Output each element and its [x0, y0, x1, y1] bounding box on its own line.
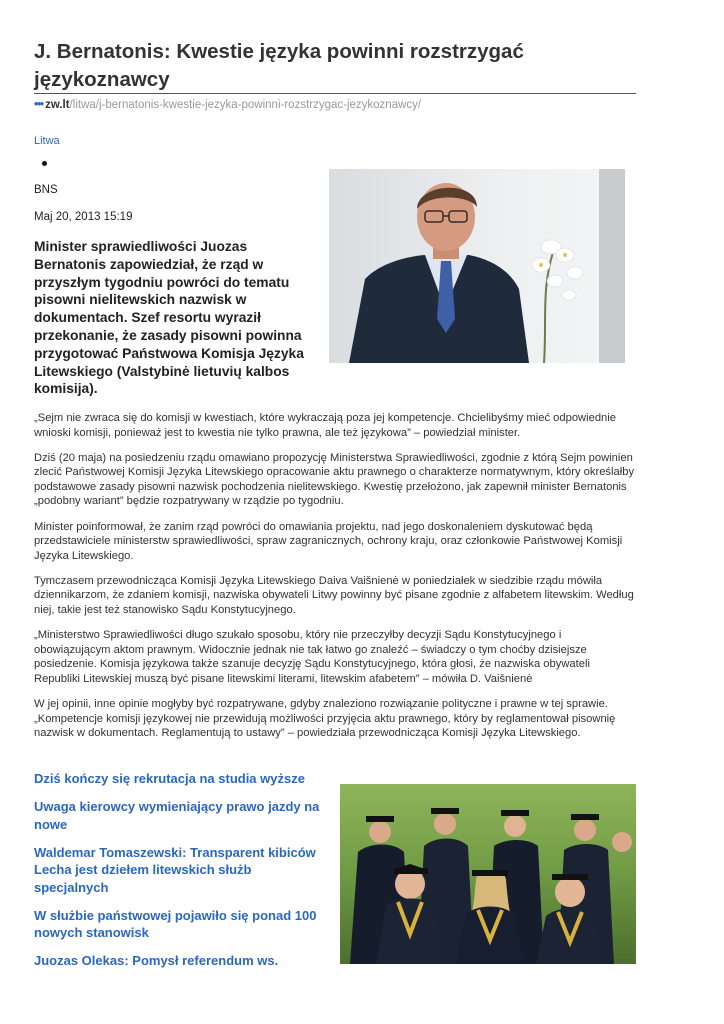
related-link[interactable]: Juozas Olekas: Pomysł referendum ws.: [34, 953, 279, 968]
article-paragraph: Minister poinformował, że zanim rząd powróci do omawiania projektu, nad jego doskonaleniem dyskutować będą przedstawiciele ministerstw sprawiedliwości, spraw zagranicznych, ochrony kraju, oraz członkowie Państwowej Komisji Języka Litewskiego.: [34, 520, 623, 562]
related-articles: [34, 770, 324, 980]
article-paragraph: W jej opinii, inne opinie mogłyby być rozpatrywane, gdyby znaleziono rozwiązanie polityczne i prawne w tej sprawie. „Kompetencje komisji językowej nie przewidują możliwości przyjęcia aktu prawnego, który by reglamentował pisownię nazwisk w dokumentach. Reglamentują to ustawy” – powiedziała przewodnicząca Komisji Języka Litewskiego.: [34, 698, 616, 740]
article-lead: Minister sprawiedliwości Juozas Bernatonis zapowiedział, że rząd w przyszłym tygodniu powróci do tematu pisowni nielitewskich nazwisk w dokumentach. Szef resortu wyraził przekonanie, że zasady pisowni powinna przygotować Państwowa Komisja Języka Litewskiego (Valstybinė lietuvių kalbos komisija).: [34, 239, 304, 397]
related-link[interactable]: W służbie państwowej pojawiło się ponad 100 nowych stanowisk: [34, 907, 317, 940]
category-link[interactable]: Litwa: [34, 135, 60, 147]
minister-photo: [329, 169, 625, 363]
related-link[interactable]: Dziś kończy się rekrutacja na studia wyższe: [34, 771, 305, 786]
dots-icon: •••: [34, 99, 44, 111]
article-paragraph: „Sejm nie zwraca się do komisji w kwestiach, które wykraczają poza jej kompetencje. Chcielibyśmy mieć odpowiednie wnioski komisji, ponieważ jest to kwestia nie tylko prawna, ale też językowa” – powiedział minister.: [34, 412, 616, 439]
source-domain[interactable]: zw.lt: [45, 99, 70, 111]
source-path[interactable]: /litwa/j-bernatonis-kwestie-jezyka-powinni-rozstrzygac-jezykoznawcy/: [69, 99, 422, 111]
related-link[interactable]: Waldemar Tomaszewski: Transparent kibiców Lecha jest dziełem litewskich służb specjalnych: [34, 844, 316, 895]
article-title: J. Bernatonis: Kwestie języka powinni rozstrzygać językoznawcy: [34, 40, 524, 91]
article-body: [34, 411, 636, 751]
article-paragraph: Dziś (20 maja) na posiedzeniu rządu omawiano propozycję Ministerstwa Sprawiedliwości, zgodnie z którą Sejm powinien zlecić Państwowej Komisji Języka Litewskiego opracowanie aktu prawnego o charakterze normatywnym, który określałby podstawowe zasady pisowni nazwisk pochodzenia nielitewskiego. Kwestię przełożono, jak zapewnił minister Bernatonis „podobny wariant” będzie rozpatrywany w rządzie po tygodniu.: [34, 451, 635, 508]
graduates-photo: [340, 784, 636, 964]
title-divider: [34, 93, 636, 94]
article-author: BNS: [34, 184, 58, 196]
related-link[interactable]: Uwaga kierowcy wymieniający prawo jazdy na nowe: [34, 799, 320, 832]
article-date: Maj 20, 2013 15:19: [34, 211, 133, 223]
article-paragraph: Tymczasem przewodnicząca Komisji Języka Litewskiego Daiva Vaišnienė w poniedziałek w siedzibie rządu mówiła dziennikarzom, że zdaniem komisji, nazwiska obywateli Litwy powinny być pisane zgodnie z alfabetem litewskim. Według niej, takie jest też stanowisko Sądu Konstytucyjnego.: [34, 574, 634, 617]
source-line[interactable]: [34, 99, 421, 111]
list-bullet: [42, 161, 47, 166]
article-paragraph: „Ministerstwo Sprawiedliwości długo szukało sposobu, który nie przeczyłby decyzji Sądu Konstytucyjnego i obowiązującym aktom prawnym. Widocznie jednak nie tak łatwo go znaleźć – świadczy o tym choćby dzisiejsze posiedzenie. Komisja językowa także szanuje decyzję Sądu Konstytucyjnego, która głosi, że nazwiska obywateli Republiki Litewskiej muszą być pisane litewskimi literami, litewskim afabetem” – mówiła D. Vaišnienė: [34, 629, 590, 685]
